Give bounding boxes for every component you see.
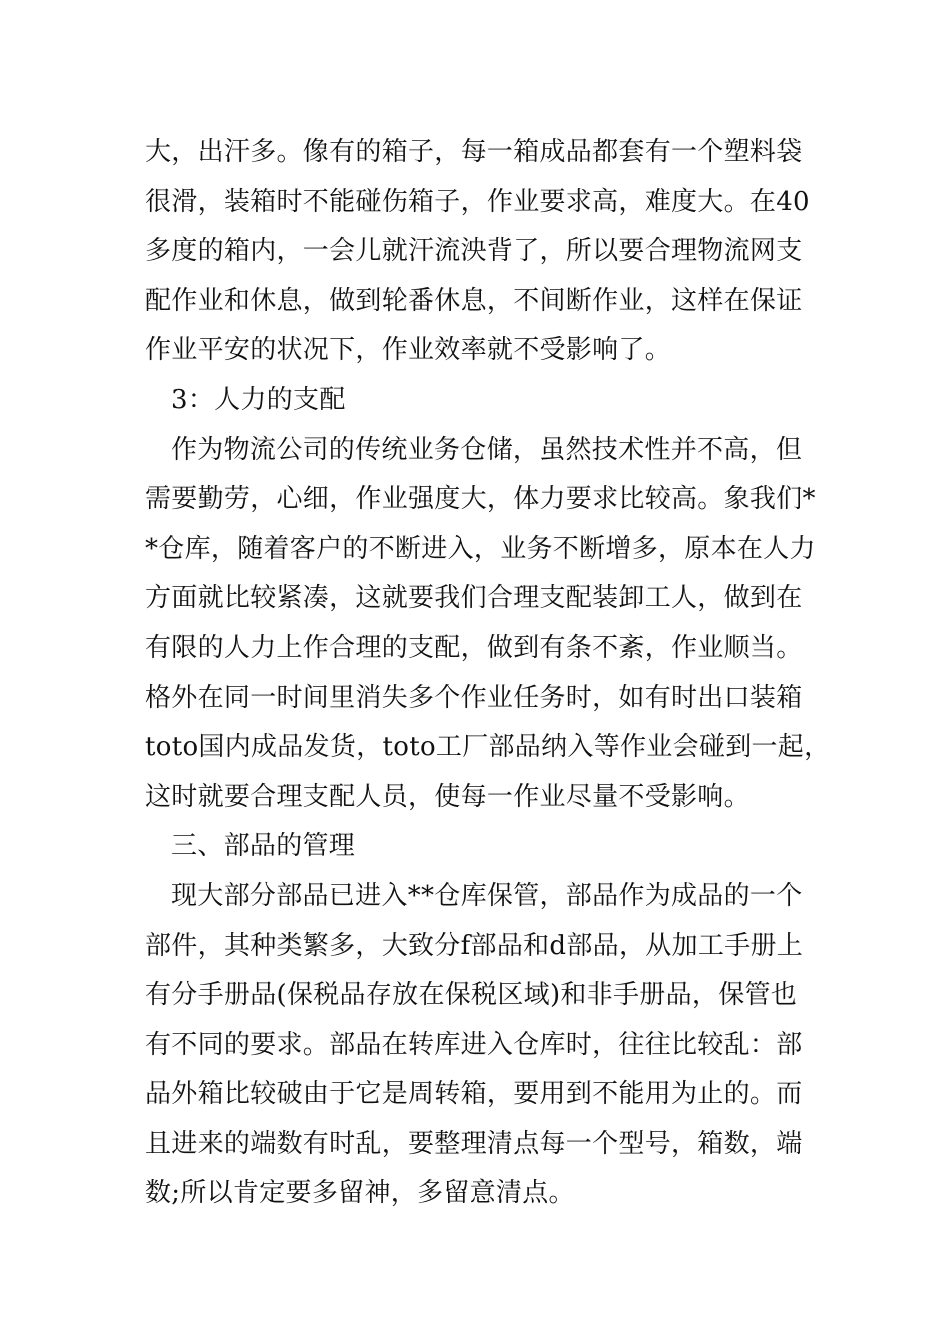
text-line: 需要勤劳，心细，作业强度大，体力要求比较高。象我们*	[145, 484, 816, 515]
text-line: 部件，其种类繁多，大致分f部品和d部品，从加工手册上	[145, 930, 804, 961]
text-line: toto国内成品发货，toto工厂部品纳入等作业会碰到一起，	[145, 732, 831, 763]
text-line: 有分手册品(保税品存放在保税区域)和非手册品，保管也	[145, 980, 798, 1011]
text-line: 方面就比较紧凑，这就要我们合理支配装卸工人，做到在	[145, 583, 803, 614]
text-line: 多度的箱内，一会儿就汗流泱背了，所以要合理物流网支	[145, 236, 803, 267]
text-line: 品外箱比较破由于它是周转箱，要用到不能用为止的。而	[145, 1079, 803, 1110]
text-line: 配作业和休息，做到轮番休息，不间断作业，这样在保证	[145, 285, 803, 316]
text-line: 有不同的要求。部品在转库进入仓库时，往往比较乱：部	[145, 1029, 803, 1060]
text-line: 有限的人力上作合理的支配，做到有条不紊，作业顺当。	[145, 632, 803, 663]
text-line: 作为物流公司的传统业务仓储，虽然技术性并不高，但	[171, 434, 803, 465]
text-line: 作业平安的状况下，作业效率就不受影响了。	[145, 335, 672, 366]
section-heading: 三、部品的管理	[171, 831, 356, 862]
text-line: 很滑，装箱时不能碰伤箱子，作业要求高，难度大。在40	[145, 186, 810, 217]
text-line: 且进来的端数有时乱，要整理清点每一个型号，箱数，端	[145, 1128, 803, 1159]
section-heading: 3：人力的支配	[171, 384, 346, 415]
text-line: 现大部分部品已进入**仓库保管，部品作为成品的一个	[171, 880, 803, 911]
text-line: 数;所以肯定要多留神，多留意清点。	[145, 1178, 575, 1209]
text-line: 这时就要合理支配人员，使每一作业尽量不受影响。	[145, 781, 750, 812]
text-line: 格外在同一时间里消失多个作业任务时，如有时出口装箱	[145, 682, 803, 713]
text-line: 大，出汗多。像有的箱子，每一箱成品都套有一个塑料袋	[145, 137, 803, 167]
document-body	[145, 128, 831, 1219]
text-line: *仓库，随着客户的不断进入，业务不断增多，原本在人力	[145, 533, 816, 564]
